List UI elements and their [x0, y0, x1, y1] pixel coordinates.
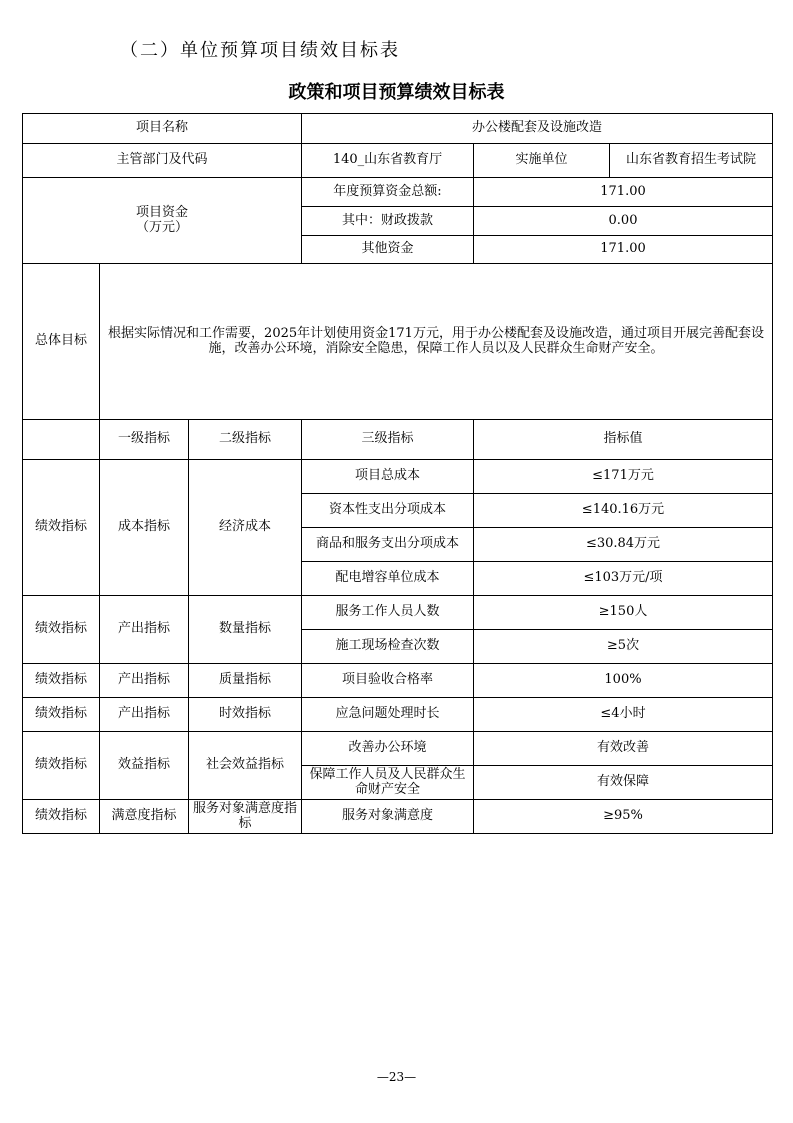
- indicator-level2: 经济成本: [189, 460, 302, 596]
- indicator-row: [23, 800, 773, 834]
- indicator-level3: 商品和服务支出分项成本: [302, 528, 474, 562]
- indicator-category: 绩效指标: [23, 596, 100, 664]
- indicator-row: [23, 732, 773, 766]
- indicator-value: ≤171万元: [474, 460, 773, 494]
- page-number: —23—: [376, 1070, 417, 1084]
- indicator-level1: 成本指标: [100, 460, 189, 596]
- indicator-row: [23, 698, 773, 732]
- project-name-row: [23, 114, 773, 144]
- project-name-label: 项目名称: [23, 114, 302, 144]
- indicator-level1: 产出指标: [100, 596, 189, 664]
- indicator-value: 有效改善: [474, 732, 773, 766]
- indicator-header-row: [23, 420, 773, 460]
- indicator-level2: 服务对象满意度指标: [189, 800, 302, 834]
- indicator-row: [23, 460, 773, 494]
- indicator-category: 绩效指标: [23, 732, 100, 800]
- indicator-value: ≥150人: [474, 596, 773, 630]
- impl-value: 山东省教育招生考试院: [610, 144, 773, 178]
- indicator-level3: 配电增容单位成本: [302, 562, 474, 596]
- indicator-level2: 社会效益指标: [189, 732, 302, 800]
- indicator-category: 绩效指标: [23, 664, 100, 698]
- header-level2: 二级指标: [189, 420, 302, 460]
- indicator-row: [23, 596, 773, 630]
- goal-label: 总体目标: [23, 264, 100, 420]
- indicator-value: ≤103万元/项: [474, 562, 773, 596]
- indicator-category: 绩效指标: [23, 460, 100, 596]
- indicator-level1: 效益指标: [100, 732, 189, 800]
- total-value: 171.00: [474, 178, 773, 207]
- indicator-level3: 服务对象满意度: [302, 800, 474, 834]
- indicator-level3: 应急问题处理时长: [302, 698, 474, 732]
- indicator-level1: 产出指标: [100, 664, 189, 698]
- funds-label: 项目资金: [135, 205, 188, 221]
- indicator-value: 有效保障: [474, 766, 773, 800]
- section-title: （二）单位预算项目绩效目标表: [120, 40, 400, 61]
- indicator-category: 绩效指标: [23, 800, 100, 834]
- dept-label: 主管部门及代码: [23, 144, 302, 178]
- project-name-value: 办公楼配套及设施改造: [302, 114, 773, 144]
- indicator-level3: 施工现场检查次数: [302, 630, 474, 664]
- header-value: 指标值: [474, 420, 773, 460]
- indicator-level1: 产出指标: [100, 698, 189, 732]
- indicator-value: ≤140.16万元: [474, 494, 773, 528]
- performance-table: [22, 113, 773, 834]
- indicator-value: ≤4小时: [474, 698, 773, 732]
- indicator-value: 100%: [474, 664, 773, 698]
- dept-value: 140_山东省教育厅: [302, 144, 474, 178]
- indicator-level1: 满意度指标: [100, 800, 189, 834]
- indicator-level2: 质量指标: [189, 664, 302, 698]
- dept-row: [23, 144, 773, 178]
- indicator-level3: 项目总成本: [302, 460, 474, 494]
- header-level1: 一级指标: [100, 420, 189, 460]
- goal-text: 根据实际情况和工作需要，2025年计划使用资金171万元，用于办公楼配套及设施改造，通过项目开展完善配套设施，改善办公环境，消除安全隐患，保障工作人员以及人民群众生命财产安全。: [100, 264, 773, 420]
- indicator-level3: 资本性支出分项成本: [302, 494, 474, 528]
- header-level3: 三级指标: [302, 420, 474, 460]
- indicator-category: 绩效指标: [23, 698, 100, 732]
- funds-label-cell: [23, 178, 302, 264]
- fiscal-label: 其中：财政拨款: [302, 207, 474, 236]
- total-label: 年度预算资金总额:: [302, 178, 474, 207]
- fiscal-value: 0.00: [474, 207, 773, 236]
- funds-row-total: [23, 178, 773, 207]
- indicator-level2: 时效指标: [189, 698, 302, 732]
- indicator-header-blank: [23, 420, 100, 460]
- impl-label: 实施单位: [474, 144, 610, 178]
- indicator-level3: 改善办公环境: [302, 732, 474, 766]
- goal-row: [23, 264, 773, 420]
- indicator-level3: 项目验收合格率: [302, 664, 474, 698]
- indicator-row: [23, 664, 773, 698]
- table-title: 政策和项目预算绩效目标表: [288, 82, 505, 103]
- indicator-value: ≥5次: [474, 630, 773, 664]
- funds-unit: （万元）: [135, 219, 188, 235]
- indicator-level2: 数量指标: [189, 596, 302, 664]
- indicator-value: ≤30.84万元: [474, 528, 773, 562]
- indicator-level3: 服务工作人员人数: [302, 596, 474, 630]
- other-label: 其他资金: [302, 236, 474, 264]
- other-value: 171.00: [474, 236, 773, 264]
- indicator-level3: 保障工作人员及人民群众生命财产安全: [302, 766, 474, 800]
- indicator-value: ≥95%: [474, 800, 773, 834]
